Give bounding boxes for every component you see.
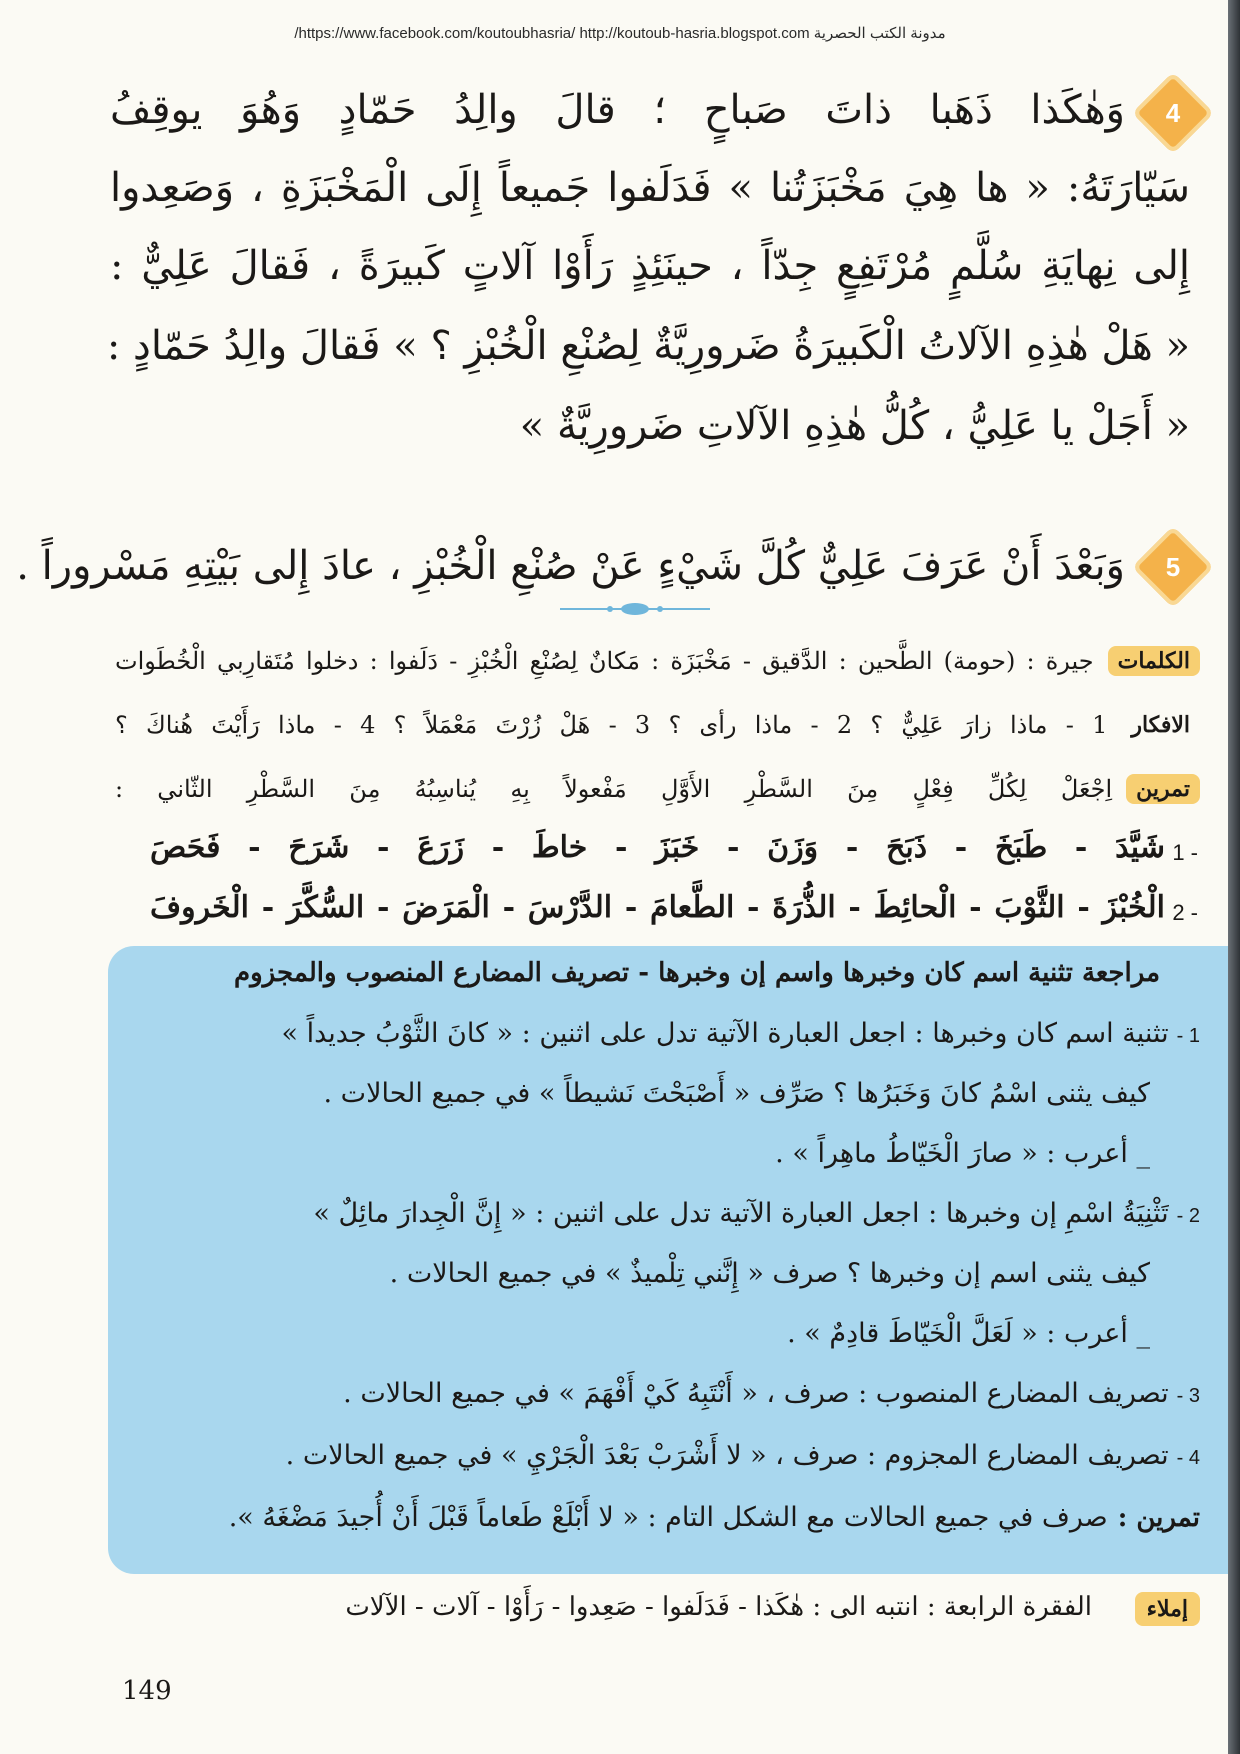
grammar-title: مراجعة تثنية اسم كان وخبرها واسم إن وخبرها - تصريف المضارع المنصوب والمجزوم [234, 958, 1160, 988]
exercise-line1: شَيَّدَ - طَبَخَ - ذَبَحَ - وَزَنَ - خَبَزَ - خاطَ - زَرَعَ - شَرَحَ - فَحَصَ [150, 830, 1165, 865]
vocabulary-row [115, 646, 1200, 676]
grammar-final-exercise [229, 1502, 1200, 1533]
exercise-instruction: اِجْعَلْ لِكُلِّ فِعْلٍ مِنَ السَّطْرِ الأَوَّلِ مَفْعولاً بِهِ يُناسِبُهُ مِنَ السَّطْرِ الثّاني : [115, 775, 1113, 803]
paragraph-number-5: 5 [1165, 552, 1181, 582]
grammar-item-4 [286, 1440, 1200, 1471]
paragraph4-line-5: « أَجَلْ يا عَلِيُّ ، كُلُّ هٰذِهِ الآلاتِ ضَرورِيَّةٌ » [519, 403, 1190, 449]
grammar-item-1c: _ أعرب : « صارَ الْخَيّاطُ ماهِراً » . [775, 1138, 1150, 1169]
dictation-text: الفقرة الرابعة : انتبه الى : هٰكَذا - فَدَلَفوا - صَعِدوا - رَأَوْا - آلات - الآلات [345, 1592, 1092, 1622]
exercise-row [115, 774, 1200, 804]
page-number: 149 [122, 1676, 172, 1706]
grammar-item-number: 1 - [1176, 1025, 1200, 1047]
grammar-item-1 [281, 1018, 1200, 1049]
paragraph-number-4: 4 [1165, 98, 1181, 128]
paragraph5-text: وَبَعْدَ أَنْ عَرَفَ عَلِيٌّ كُلَّ شَيْءٍ عَنْ صُنْعِ الْخُبْزِ ، عادَ إِلى بَيْتِهِ مَسْروراً . [16, 543, 1125, 589]
grammar-item-number: 3 - [1176, 1385, 1200, 1407]
grammar-item-text: تصريف المضارع المجزوم : صرف ، « لا أَشْرَبْ بَعْدَ الْجَرْيِ » في جميع الحالات . [285, 1440, 1169, 1471]
paragraph4-line-2: سَيّارَتَهُ: « ها هِيَ مَخْبَزَتُنا » فَدَلَفوا جَميعاً إِلَى الْمَخْبَزَةِ ، وَصَعِدوا [110, 165, 1190, 211]
grammar-item-3 [343, 1378, 1200, 1409]
grammar-item-text: تَثْنِيَةُ اسْمِ إن وخبرها : اجعل العبارة الآتية تدل على اثنين : « إِنَّ الْجِدارَ مائِلٌ » [313, 1198, 1169, 1229]
paragraph4-line-4: « هَلْ هٰذِهِ الآلاتُ الْكَبيرَةُ ضَرورِيَّةٌ لِصُنْعِ الْخُبْزِ ؟ » فَقالَ والِدُ حَمّادٍ : [106, 323, 1190, 369]
grammar-item-number: 2 - [1176, 1205, 1200, 1227]
grammar-item-text: تصريف المضارع المنصوب : صرف ، « أَنْتَبِهُ كَيْ أَفْهَمَ » في جميع الحالات . [343, 1378, 1169, 1409]
ideas-row [115, 710, 1200, 740]
grammar-final-label: تمرين : [1117, 1503, 1200, 1533]
grammar-final-text: صرف في جميع الحالات مع الشكل التام : « لا أَبْلَعْ طَعاماً قَبْلَ أَنْ أُجيدَ مَضْغَهُ ». [228, 1502, 1108, 1533]
paragraph4-line-3: إِلى نِهايَةِ سُلَّمٍ مُرْتَفِعٍ جِدّاً ، حينَئِذٍ رَأَوْا آلاتٍ كَبيرَةً ، فَقالَ عَلِيٌّ : [110, 243, 1190, 289]
paragraph4-line-1: وَهٰكَذا ذَهَبا ذاتَ صَباحٍ ؛ قالَ والِدُ حَمّادٍ وَهُوَ يوقِفُ [110, 87, 1126, 133]
grammar-item-1b: كيف يثنى اسْمُ كانَ وَخَبَرُها ؟ صَرِّف « أَصْبَحْتَ نَشيطاً » في جميع الحالات . [323, 1078, 1150, 1109]
exercise-line1-number: 1 - [1172, 840, 1198, 865]
grammar-item-2b: كيف يثنى اسم إن وخبرها ؟ صرف « إِنَّني تِلْميذٌ » في جميع الحالات . [389, 1258, 1150, 1289]
grammar-item-2c: _ أعرب : « لَعَلَّ الْخَيّاطَ قادِمٌ » . [787, 1318, 1150, 1349]
grammar-item-2 [313, 1198, 1200, 1229]
page-binding-edge [1228, 0, 1240, 1754]
grammar-item-number: 4 - [1176, 1447, 1200, 1469]
dictation-label: إملاء [1135, 1592, 1200, 1626]
ideas-text: 1 - ماذا زارَ عَلِيٌّ ؟ 2 - ماذا رأى ؟ 3 - هَلْ زُرْتَ مَعْمَلاً ؟ 4 - ماذا رَأَيْتَ هُناكَ ؟ [115, 711, 1108, 739]
exercise-line2-number: 2 - [1172, 900, 1198, 925]
vocabulary-text: جيرة : (حومة) الطَّحين : الدَّقيق - مَخْبَزَة : مَكانٌ لِصُنْعِ الْخُبْزِ - دَلَفوا : دخلوا مُتَقارِبي الْخُطَوات [115, 647, 1094, 675]
source-url-header: /https://www.facebook.com/koutoubhasria/ http://koutoub-hasria.blogspot.com مدونة الكتب الحصرية [294, 25, 946, 42]
ideas-label: الافكار [1131, 712, 1190, 738]
grammar-item-text: تثنية اسم كان وخبرها : اجعل العبارة الآتية تدل على اثنين : « كانَ الثَّوْبُ جديداً » [281, 1018, 1169, 1049]
vocabulary-label: الكلمات [1108, 646, 1200, 676]
exercise-line2: الْخُبْزَ - الثَّوْبَ - الْحائِطَ - الذُّرَةَ - الطَّعامَ - الدَّرْسَ - الْمَرَضَ - السُّكَّرَ - الْخَروفَ [150, 890, 1165, 925]
ornament-divider [560, 602, 710, 616]
exercise-label: تمرين [1126, 774, 1200, 804]
